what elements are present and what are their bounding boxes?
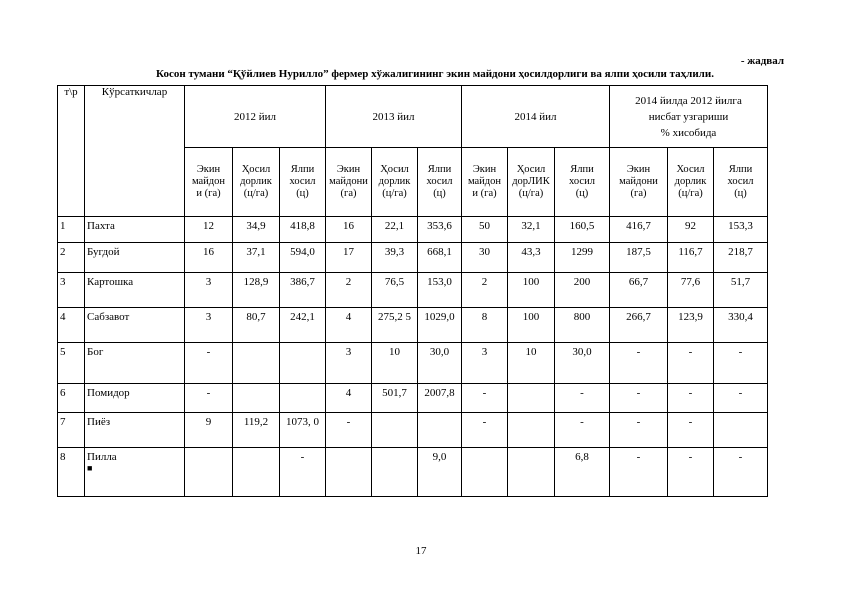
ratio-header-line1: 2014 йилда 2012 йилга (635, 94, 742, 107)
data-cell (326, 448, 372, 497)
subheader-text: Ҳосил (516, 164, 546, 175)
data-cell: 416,7 (610, 217, 668, 243)
data-cell: 3 (326, 343, 372, 384)
table-row (58, 384, 768, 413)
subheader-text: (га) (340, 188, 357, 199)
table-title: Косон тумани “Қўйлиев Нурилло” фермер хўжалигининг экин майдони ҳосилдорлиги ва ялпи ҳосили таҳлили. (156, 68, 714, 80)
data-cell: 386,7 (280, 273, 326, 308)
data-cell: 4 (326, 384, 372, 413)
subheader-text: (га) (630, 188, 647, 199)
data-cell: 1029,0 (418, 308, 462, 343)
ratio-header-line2: нисбат узгариши (648, 110, 729, 123)
subheader-text: Ялпи (427, 164, 452, 175)
subheader-text: Ялпи (728, 164, 753, 175)
data-cell: 3 (185, 308, 233, 343)
data-cell: - (555, 413, 610, 448)
data-cell (233, 384, 280, 413)
data-cell: 51,7 (714, 273, 768, 308)
row-number: 6 (58, 384, 85, 413)
data-cell: - (280, 448, 326, 497)
row-indicator-label: Пахта (87, 220, 115, 232)
subheader-text: Экин (336, 164, 361, 175)
table-row (58, 308, 768, 343)
subheader-text: майдон (191, 176, 226, 187)
data-cell: 275,2 5 (372, 308, 418, 343)
data-cell: - (668, 384, 714, 413)
data-cell: 30,0 (418, 343, 462, 384)
data-cell (233, 343, 280, 384)
row-number: 7 (58, 413, 85, 448)
data-cell (280, 384, 326, 413)
data-cell: 22,1 (372, 217, 418, 243)
data-cell: 17 (326, 243, 372, 273)
data-cell: - (610, 343, 668, 384)
data-cell (462, 448, 508, 497)
data-cell: 16 (185, 243, 233, 273)
row-indicator (85, 384, 185, 413)
data-cell: 100 (508, 273, 555, 308)
data-cell: 800 (555, 308, 610, 343)
col-indicator-header: Кўрсаткичлар (85, 86, 185, 217)
table-label: - жадвал (740, 55, 784, 67)
data-cell (714, 413, 768, 448)
data-cell: 77,6 (668, 273, 714, 308)
subheader-text: (ц/га) (382, 188, 407, 199)
subheader-text: Экин (472, 164, 497, 175)
data-cell: 10 (508, 343, 555, 384)
data-cell: 2 (462, 273, 508, 308)
subheader-text: (ц/га) (518, 188, 544, 199)
subheader-text: (ц/га) (243, 188, 269, 199)
data-cell: - (610, 384, 668, 413)
data-cell: - (610, 413, 668, 448)
data-cell (418, 413, 462, 448)
data-cell: 2 (326, 273, 372, 308)
subheader-text: дорлик (674, 176, 707, 187)
data-cell: 43,3 (508, 243, 555, 273)
data-cell: 9,0 (418, 448, 462, 497)
subheader-text: Ялпи (290, 164, 315, 175)
data-cell: 10 (372, 343, 418, 384)
data-cell: - (668, 448, 714, 497)
data-cell: - (326, 413, 372, 448)
subheader-cell (508, 148, 555, 217)
row-number: 4 (58, 308, 85, 343)
data-cell: 668,1 (418, 243, 462, 273)
data-cell: 12 (185, 217, 233, 243)
subheader-text: (ц) (575, 188, 589, 199)
data-cell: 330,4 (714, 308, 768, 343)
row-indicator (85, 448, 185, 497)
data-cell: 30,0 (555, 343, 610, 384)
subheader-text: и (га) (196, 188, 221, 199)
data-cell: - (462, 413, 508, 448)
data-cell: - (185, 343, 233, 384)
data-cell: 153,3 (714, 217, 768, 243)
data-cell: - (185, 384, 233, 413)
row-indicator (85, 343, 185, 384)
data-cell: 39,3 (372, 243, 418, 273)
row-number: 8 (58, 448, 85, 497)
row-indicator-label: Бугдой (87, 246, 120, 258)
subheader-text: Экин (196, 164, 221, 175)
data-cell: 30 (462, 243, 508, 273)
ratio-header-line3: % хисобида (660, 126, 717, 139)
subheader-cell (462, 148, 508, 217)
row-indicator-label: Бог (87, 346, 104, 358)
subheader-text: Ҳосил (380, 164, 409, 175)
row-indicator (85, 273, 185, 308)
subheader-text: майдони (329, 176, 368, 187)
subheader-text: Ялпи (570, 164, 594, 175)
data-cell: 3 (185, 273, 233, 308)
subheader-cell (555, 148, 610, 217)
subheader-cell (372, 148, 418, 217)
data-cell: 66,7 (610, 273, 668, 308)
subheader-cell (326, 148, 372, 217)
subheader-cell (233, 148, 280, 217)
table-row (58, 217, 768, 243)
subheader-cell (418, 148, 462, 217)
data-cell (508, 448, 555, 497)
data-cell: - (714, 343, 768, 384)
data-cell (185, 448, 233, 497)
row-indicator-label: Сабзавот (87, 311, 130, 323)
data-cell: - (668, 343, 714, 384)
data-cell: 501,7 (372, 384, 418, 413)
subheader-text: хосил (289, 176, 316, 187)
subheader-cell (280, 148, 326, 217)
subheader-text: хосил (569, 176, 595, 187)
data-cell: - (555, 384, 610, 413)
data-cell: 80,7 (233, 308, 280, 343)
data-cell: 32,1 (508, 217, 555, 243)
header-row-years (58, 86, 768, 148)
data-cell: 200 (555, 273, 610, 308)
row-indicator-label: Картошка (87, 276, 134, 288)
table-row (58, 413, 768, 448)
data-cell: 218,7 (714, 243, 768, 273)
year-header-2014: 2014 йил (462, 86, 610, 148)
row-indicator (85, 243, 185, 273)
data-cell: 187,5 (610, 243, 668, 273)
subheader-text: (ц) (296, 188, 309, 199)
data-cell: 119,2 (233, 413, 280, 448)
data-cell: - (610, 448, 668, 497)
data-cell: 1299 (555, 243, 610, 273)
data-cell (280, 343, 326, 384)
row-indicator (85, 217, 185, 243)
row-number: 1 (58, 217, 85, 243)
data-cell: 128,9 (233, 273, 280, 308)
data-cell: 2007,8 (418, 384, 462, 413)
data-cell: 8 (462, 308, 508, 343)
data-cell: 9 (185, 413, 233, 448)
data-cell: 153,0 (418, 273, 462, 308)
data-cell (508, 413, 555, 448)
subheader-text: Ҳосил (241, 164, 271, 175)
square-bullet-icon: ■ (87, 463, 93, 473)
data-cell: - (714, 384, 768, 413)
subheader-text: майдони (619, 176, 658, 187)
data-cell: 266,7 (610, 308, 668, 343)
subheader-text: дорЛИК (512, 176, 550, 187)
table-row (58, 273, 768, 308)
data-cell: - (462, 384, 508, 413)
data-cell (372, 448, 418, 497)
data-cell: 4 (326, 308, 372, 343)
data-cell: 160,5 (555, 217, 610, 243)
subheader-cell (668, 148, 714, 217)
row-number: 3 (58, 273, 85, 308)
data-cell: 6,8 (555, 448, 610, 497)
year-header-2012: 2012 йил (185, 86, 326, 148)
row-indicator (85, 413, 185, 448)
subheader-text: и (га) (472, 188, 497, 199)
subheader-text: дорлик (240, 176, 272, 187)
subheader-text: (ц/га) (678, 188, 703, 199)
data-cell: 123,9 (668, 308, 714, 343)
data-cell: 3 (462, 343, 508, 384)
subheader-cell (610, 148, 668, 217)
data-table (57, 85, 768, 497)
data-cell: 594,0 (280, 243, 326, 273)
data-cell (233, 448, 280, 497)
data-cell: 353,6 (418, 217, 462, 243)
subheader-text: майдон (467, 176, 502, 187)
data-cell: - (668, 413, 714, 448)
row-indicator-label: Помидор (87, 387, 130, 399)
data-cell (372, 413, 418, 448)
row-indicator-label: Пиёз (87, 416, 111, 428)
data-cell: 1073, 0 (280, 413, 326, 448)
ratio-header (610, 86, 768, 148)
data-cell: 34,9 (233, 217, 280, 243)
data-cell: 100 (508, 308, 555, 343)
row-number: 5 (58, 343, 85, 384)
row-indicator-label: Пилла (87, 451, 117, 463)
data-cell: 242,1 (280, 308, 326, 343)
subheader-text: Хосил (676, 164, 705, 175)
data-cell: 116,7 (668, 243, 714, 273)
subheader-cell (185, 148, 233, 217)
subheader-text: хосил (727, 176, 754, 187)
subheader-text: Экин (626, 164, 651, 175)
data-cell: 50 (462, 217, 508, 243)
table-row (58, 243, 768, 273)
subheader-cell (714, 148, 768, 217)
subheader-text: (ц) (734, 188, 747, 199)
data-cell: 76,5 (372, 273, 418, 308)
subheader-text: (ц) (433, 188, 446, 199)
table-row (58, 448, 768, 497)
table-row (58, 343, 768, 384)
data-cell: - (714, 448, 768, 497)
subheader-text: хосил (426, 176, 453, 187)
year-header-2013: 2013 йил (326, 86, 462, 148)
data-cell: 92 (668, 217, 714, 243)
data-cell (508, 384, 555, 413)
data-cell: 37,1 (233, 243, 280, 273)
row-number: 2 (58, 243, 85, 273)
page-number: 17 (415, 545, 427, 557)
data-cell: 418,8 (280, 217, 326, 243)
data-cell: 16 (326, 217, 372, 243)
subheader-text: дорлик (378, 176, 411, 187)
col-no-header: т\р (58, 86, 85, 217)
row-indicator (85, 308, 185, 343)
